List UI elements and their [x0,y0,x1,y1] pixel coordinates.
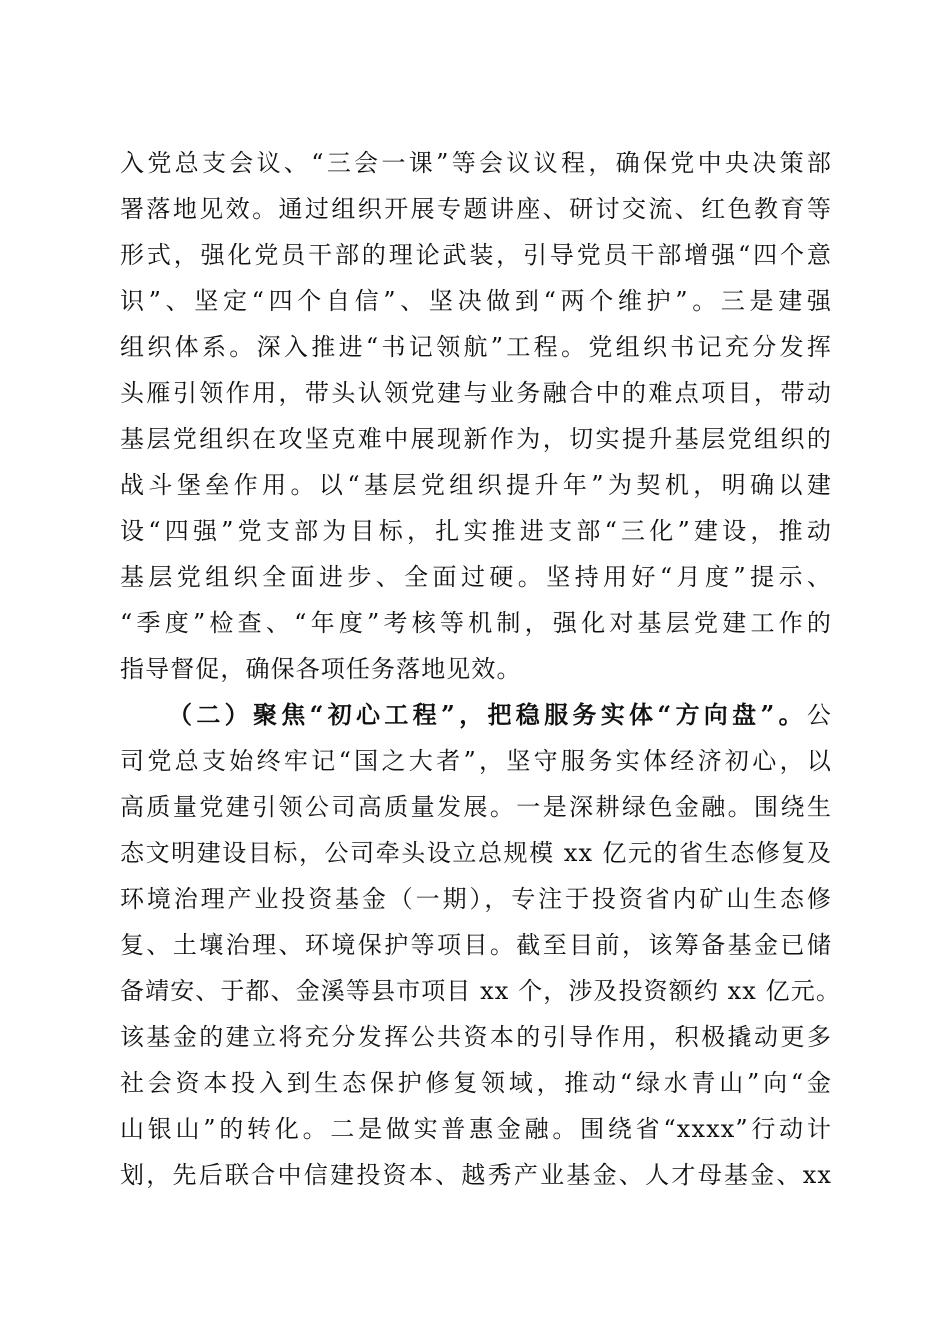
paragraph-line: 环境治理产业投资基金（一期），专注于投资省内矿山生态修 [120,885,832,913]
paragraph-line: 态文明建设目标，公司牵头设立总规模 xx 亿元的省生态修复及 [120,839,832,867]
paragraph-line: 该基金的建立将充分发挥公共资本的引导作用，积极撬动更多 [120,1023,832,1051]
paragraph-line: 司党总支始终牢记“国之大者”，坚守服务实体经济初心，以 [120,747,832,775]
paragraph-line: 划，先后联合中信建投资本、越秀产业基金、人才母基金、xx [120,1161,832,1189]
paragraph-line: 设“四强”党支部为目标，扎实推进支部“三化”建设，推动 [120,517,832,545]
paragraph-line: 备靖安、于都、金溪等县市项目 xx 个，涉及投资额约 xx 亿元。 [120,977,841,1005]
paragraph-line: 识”、坚定“四个自信”、坚决做到“两个维护”。三是建强 [120,287,832,315]
paragraph-line: 基层党组织在攻坚克难中展现新作为，切实提升基层党组织的 [120,425,832,453]
paragraph-line: 署落地见效。通过组织开展专题讲座、研讨交流、红色教育等 [120,195,832,223]
paragraph-line: 高质量党建引领公司高质量发展。一是深耕绿色金融。围绕生 [120,793,832,821]
paragraph-line: 形式，强化党员干部的理论武装，引导党员干部增强“四个意 [120,241,832,269]
paragraph-line: 基层党组织全面进步、全面过硬。坚持用好“月度”提示、 [120,563,832,591]
paragraph-line: 复、土壤治理、环境保护等项目。截至目前，该筹备基金已储 [120,931,832,959]
paragraph-line: “季度”检查、“年度”考核等机制，强化对基层党建工作的 [120,609,832,637]
section-heading-line [168,692,832,738]
section-heading: （二）聚焦“初心工程”，把稳服务实体“方向盘”。 [168,700,807,729]
paragraph-line: 组织体系。深入推进“书记领航”工程。党组织书记充分发挥 [120,333,832,361]
paragraph-line: 社会资本投入到生态保护修复领域，推动“绿水青山”向“金 [120,1069,832,1097]
paragraph-line: 战斗堡垒作用。以“基层党组织提升年”为契机，明确以建 [120,471,832,499]
paragraph-line: 山银山”的转化。二是做实普惠金融。围绕省“xxxx”行动计 [120,1115,832,1143]
heading-line-text: 公 [806,701,832,729]
paragraph-line: 指导督促，确保各项任务落地见效。 [120,655,522,683]
paragraph-line: 头雁引领作用，带头认领党建与业务融合中的难点项目，带动 [120,379,832,407]
paragraph-line: 入党总支会议、“三会一课”等会议议程，确保党中央决策部 [120,149,832,177]
